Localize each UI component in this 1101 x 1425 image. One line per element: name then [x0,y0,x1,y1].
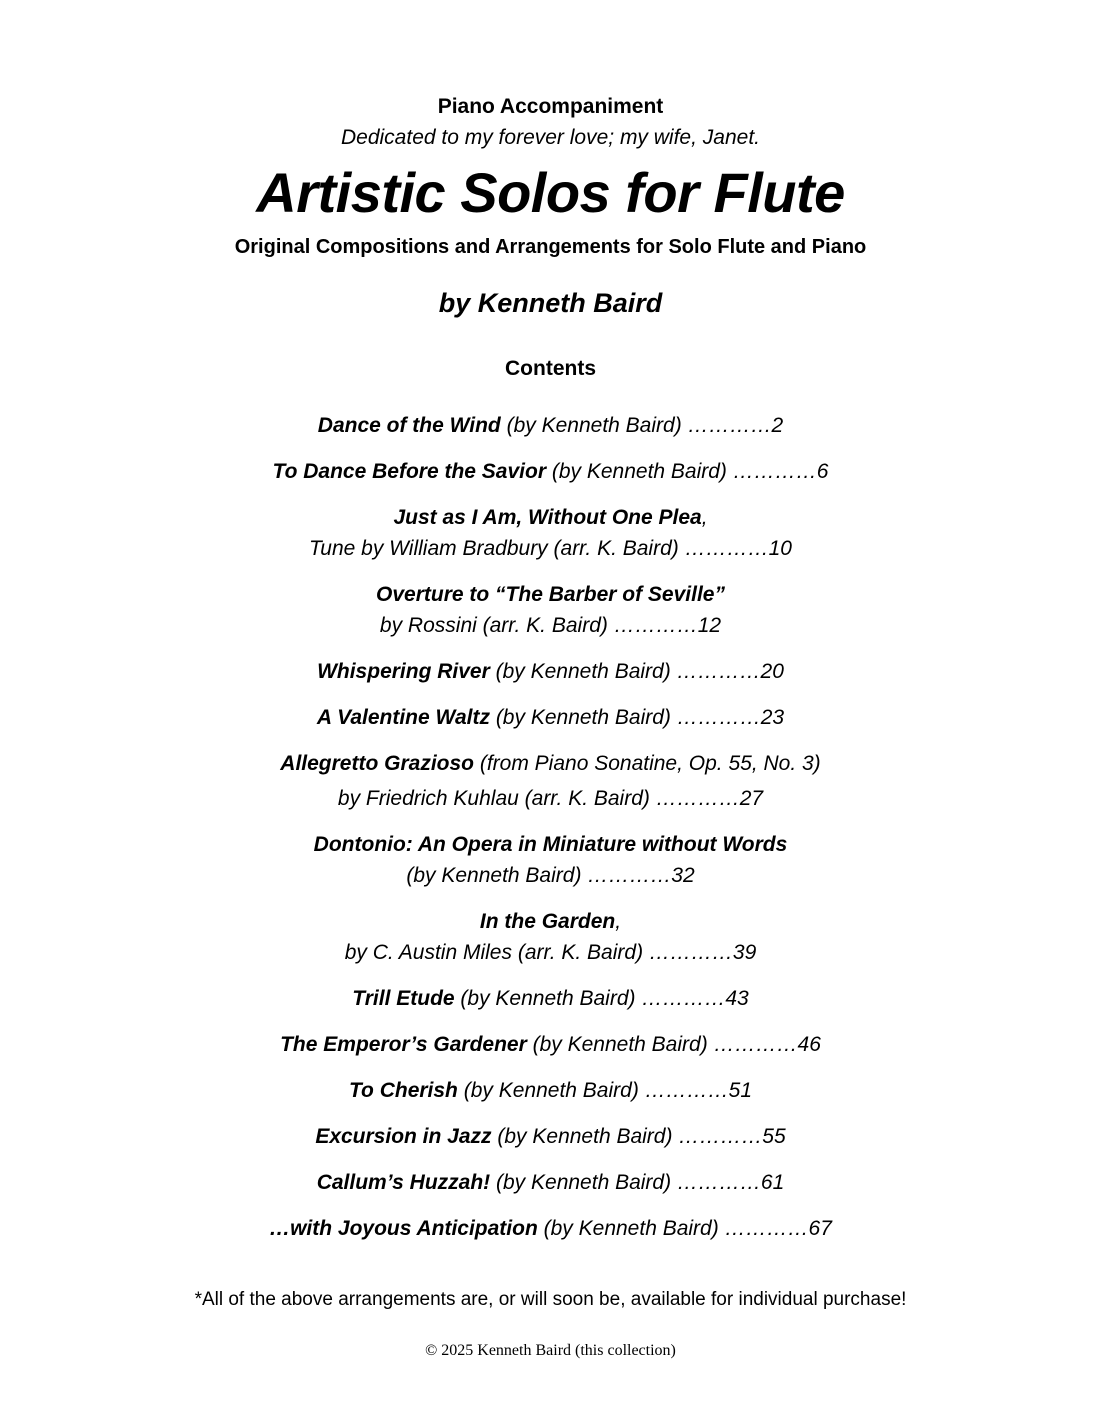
toc-entry-title: Overture to “The Barber of Seville” [376,583,725,606]
toc-entry-detail: (by Kenneth Baird) …………51 [457,1079,753,1102]
copyright-notice: © 2025 Kenneth Baird (this collection) [425,1342,676,1359]
toc-entry-detail: , [615,910,622,933]
toc-entry-title: Dance of the Wind [317,414,501,437]
toc-entry-detail: (by Kenneth Baird) …………23 [489,706,785,729]
toc-entry [0,1167,1101,1198]
toc-entry-title: To Cherish [348,1079,458,1102]
toc-entry-title: …with Joyous Anticipation [269,1217,538,1240]
contents-heading: Contents [505,357,596,380]
toc-entry-detail: (by Kenneth Baird) …………43 [454,987,749,1010]
toc-entry [0,1121,1101,1152]
toc-entry [0,1075,1101,1106]
toc-entry [0,983,1101,1014]
toc-entry-title: The Emperor’s Gardener [280,1033,527,1056]
toc-entry-title: Allegretto Grazioso [280,752,474,775]
toc-entry-title: Dontonio: An Opera in Miniature without Words [313,833,788,856]
toc-entry [0,829,1101,891]
toc-entry-credit: by Rossini (arr. K. Baird) …………12 [379,614,722,637]
author-line: by Kenneth Baird [438,288,663,318]
toc-entry-credit: by C. Austin Miles (arr. K. Baird) …………39 [344,941,757,964]
toc-entry [0,656,1101,687]
toc-entry [0,1213,1101,1244]
toc-entry-title: Callum’s Huzzah! [316,1171,491,1194]
toc-entry-detail: (by Kenneth Baird) …………20 [489,660,784,683]
page-subtitle: Original Compositions and Arrangements for Solo Flute and Piano [234,236,867,258]
toc-entry-detail: (by Kenneth Baird) …………6 [546,460,829,483]
availability-note: *All of the above arrangements are, or will soon be, available for individual purchase! [194,1289,907,1310]
toc-entry-title: Just as I Am, Without One Plea [393,506,702,529]
toc-entry-title: To Dance Before the Savior [272,460,546,483]
toc-entry-title: Excursion in Jazz [315,1125,492,1148]
toc-entry-title: In the Garden [479,910,616,933]
toc-entry-credit: (by Kenneth Baird) …………32 [406,864,695,887]
toc-entry-detail: (by Kenneth Baird) …………67 [537,1217,832,1240]
toc-entry [0,579,1101,641]
toc-entry-detail: (by Kenneth Baird) …………55 [491,1125,786,1148]
toc-entry-detail: , [701,506,708,529]
toc-entry-credit: Tune by William Bradbury (arr. K. Baird) …………10 [309,537,792,560]
toc-entry [0,1029,1101,1060]
accompaniment-label: Piano Accompaniment [437,95,664,118]
toc-entry-detail: (by Kenneth Baird) …………61 [490,1171,785,1194]
toc-entry [0,410,1101,441]
toc-entry-detail: (by Kenneth Baird) …………46 [526,1033,821,1056]
toc-entry-title: Whispering River [317,660,490,683]
page-title: Artistic Solos for Flute [256,161,845,224]
toc-entry-title: A Valentine Waltz [316,706,490,729]
dedication: Dedicated to my forever love; my wife, Janet. [340,126,760,149]
toc-entry [0,502,1101,564]
toc-entry-detail: (from Piano Sonatine, Op. 55, No. 3) [474,752,821,775]
toc-entry [0,748,1101,814]
toc-entry [0,456,1101,487]
toc-entry-title: Trill Etude [352,987,455,1010]
toc-entry [0,702,1101,733]
toc-entry-detail: (by Kenneth Baird) …………2 [500,414,784,437]
toc-entry-credit: by Friedrich Kuhlau (arr. K. Baird) …………27 [337,787,764,810]
toc-entry [0,906,1101,968]
